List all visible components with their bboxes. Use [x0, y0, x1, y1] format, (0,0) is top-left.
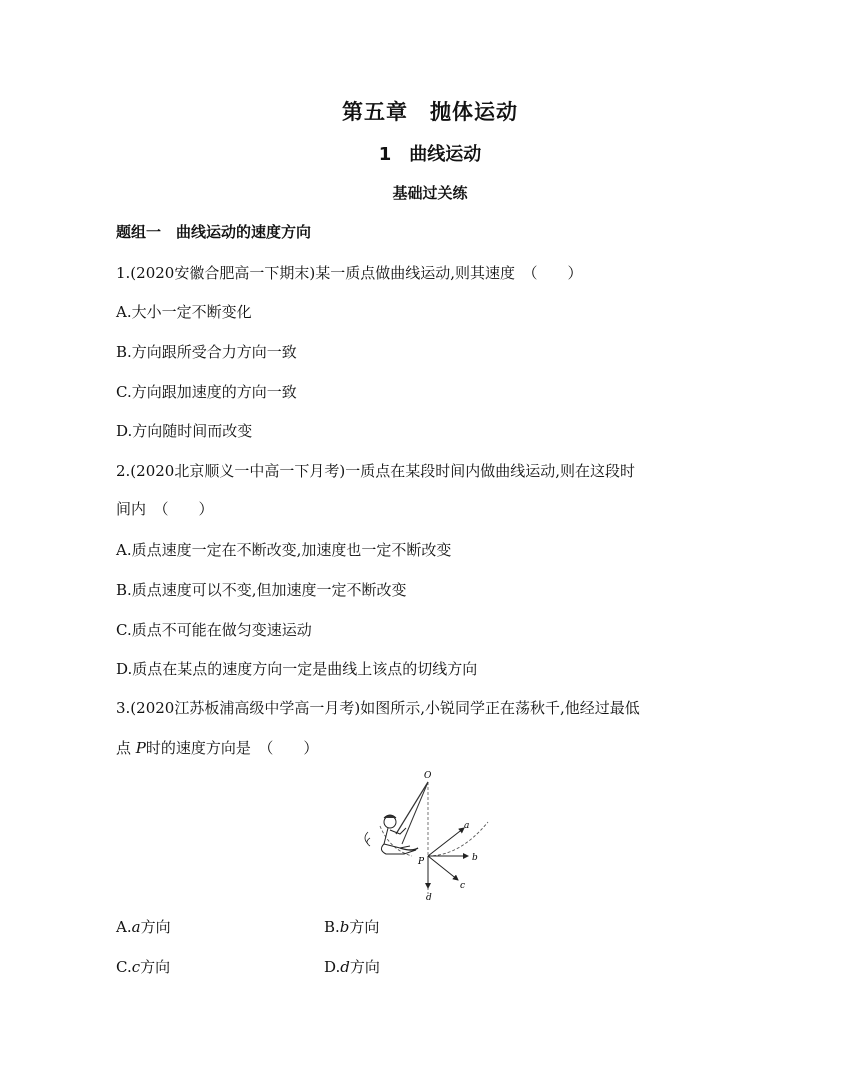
option-var: b	[339, 918, 350, 936]
question-3-option-b	[324, 916, 379, 937]
stem-text: 时的速度方向是 （ ）	[145, 739, 319, 757]
label-d: d	[426, 893, 432, 903]
question-2-stem-line-2: 间内 （ ）	[116, 500, 214, 518]
question-3-stem-line-1: 3.(2020江苏板浦高级中学高一月考)如图所示,小锐同学正在荡秋千,他经过最低	[116, 699, 640, 717]
arrow-a	[428, 828, 464, 856]
trajectory-curve	[428, 822, 488, 856]
question-2-option-d: D.质点在某点的速度方向一定是曲线上该点的切线方向	[116, 660, 478, 678]
option-prefix: A.	[116, 918, 132, 936]
question-1-stem: 1.(2020安徽合肥高一下期末)某一质点做曲线运动,则其速度 （ ）	[116, 264, 583, 282]
option-suffix: 方向	[349, 958, 380, 976]
label-o: O	[424, 771, 432, 781]
label-c: c	[460, 881, 466, 891]
chapter-title: 第五章 抛体运动	[342, 100, 518, 124]
option-prefix: C.	[116, 958, 132, 976]
option-suffix: 方向	[140, 958, 171, 976]
label-a: a	[464, 821, 470, 831]
question-3-option-a	[116, 916, 171, 937]
stem-text: 点	[116, 739, 132, 757]
arrow-c	[428, 856, 458, 880]
question-3-option-c	[116, 956, 170, 977]
question-1-option-c: C.方向跟加速度的方向一致	[116, 383, 297, 401]
child-on-swing	[365, 815, 418, 854]
option-prefix: B.	[324, 918, 340, 936]
question-3-stem-line-2	[116, 737, 318, 758]
question-1-option-d: D.方向随时间而改变	[116, 422, 253, 440]
question-1-option-b: B.方向跟所受合力方向一致	[116, 343, 297, 361]
option-suffix: 方向	[140, 918, 171, 936]
swing-rope	[402, 782, 428, 844]
option-suffix: 方向	[349, 918, 380, 936]
option-prefix: D.	[324, 958, 341, 976]
option-var: a	[131, 918, 141, 936]
practice-subtitle: 基础过关练	[392, 184, 468, 202]
swing-figure	[360, 768, 500, 906]
question-2-stem-line-1: 2.(2020北京顺义一中高一下月考)一质点在某段时间内做曲线运动,则在这段时	[116, 462, 635, 480]
point-p-var: P	[135, 739, 146, 757]
section-title: 1 曲线运动	[378, 144, 482, 165]
question-1-option-a: A.大小一定不断变化	[116, 303, 252, 321]
option-var: c	[131, 958, 141, 976]
question-2-option-a: A.质点速度一定在不断改变,加速度也一定不断改变	[116, 541, 452, 559]
question-2-option-c: C.质点不可能在做匀变速运动	[116, 621, 312, 639]
option-var: d	[340, 958, 350, 976]
swing-rope	[396, 782, 428, 834]
label-b: b	[472, 853, 478, 863]
label-p: P	[418, 857, 425, 867]
question-2-option-b: B.质点速度可以不变,但加速度一定不断改变	[116, 581, 407, 599]
question-group-title: 题组一 曲线运动的速度方向	[116, 223, 312, 241]
question-3-option-d	[324, 956, 380, 977]
